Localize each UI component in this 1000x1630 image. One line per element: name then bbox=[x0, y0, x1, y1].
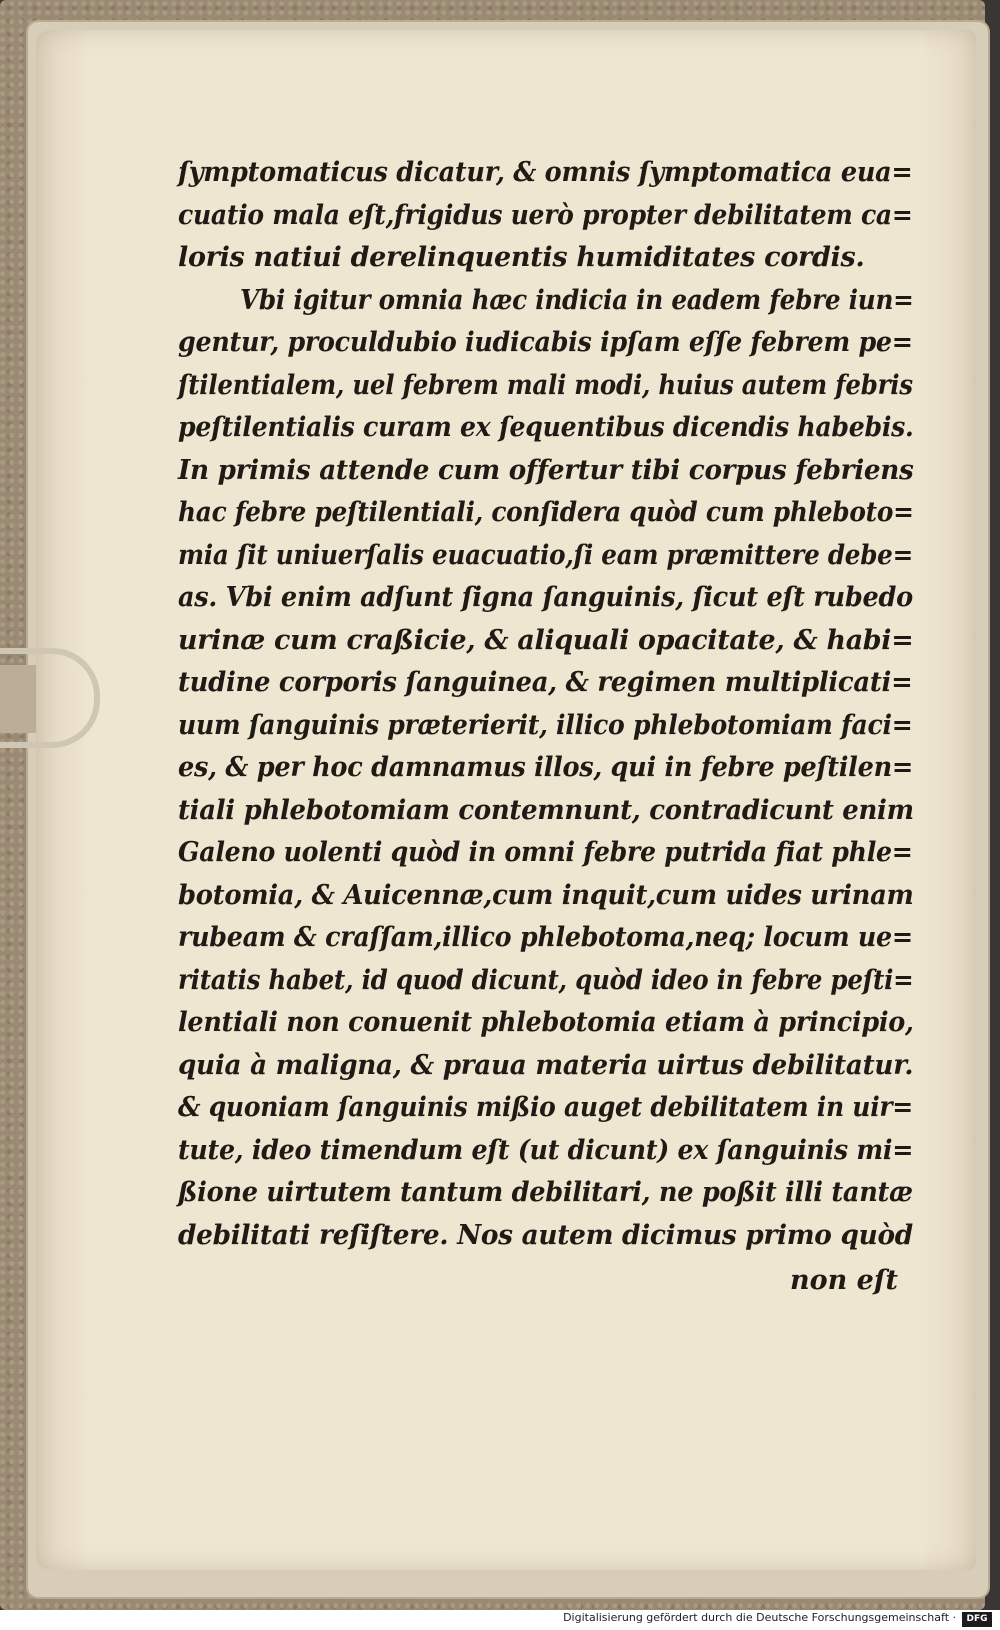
text-line-content: uum ſanguinis præterierit, illico phlebotomiam faci= bbox=[178, 709, 913, 741]
text-line bbox=[178, 492, 913, 535]
text-line-content: lentiali non conuenit phlebotomia etiam à principio, bbox=[178, 1007, 914, 1038]
text-line-content: peſtilentialis curam ex ſequentibus dicendis habebis. bbox=[178, 412, 914, 443]
text-line-content: ritatis habet, id quod dicunt, quòd ideo in febre peſti= bbox=[178, 964, 914, 996]
text-line-content: debilitati reſiſtere. Nos autem dicimus primo quòd bbox=[178, 1219, 913, 1251]
text-line-content: ßione uirtutem tantum debilitari, ne poßit illi tantæ bbox=[178, 1177, 913, 1208]
text-line bbox=[178, 450, 913, 493]
text-line bbox=[178, 705, 913, 748]
text-line-content: rubeam & craſſam,illico phlebotoma,neq; locum ue= bbox=[178, 922, 913, 953]
text-line bbox=[178, 832, 913, 875]
text-line bbox=[178, 407, 913, 450]
text-line bbox=[178, 1215, 913, 1258]
text-line-content: cuatio mala eſt,frigidus uerò propter debilitatem ca= bbox=[178, 199, 913, 231]
text-line-content: quia à maligna, & praua materia uirtus debilitatur. bbox=[178, 1049, 914, 1081]
text-line bbox=[178, 365, 913, 408]
text-line bbox=[178, 237, 913, 280]
dfg-logo-icon: DFG bbox=[962, 1612, 992, 1627]
text-line bbox=[178, 322, 913, 365]
text-line bbox=[178, 195, 913, 238]
text-line bbox=[178, 1045, 913, 1088]
text-line-content: as. Vbi enim adſunt ſigna ſanguinis, ſicut eſt rubedo bbox=[178, 582, 913, 613]
catchword: non eſt bbox=[790, 1265, 898, 1296]
text-line bbox=[178, 620, 913, 663]
footer-credit: Digitalisierung gefördert durch die Deutsche Forschungsgemeinschaft · bbox=[563, 1611, 956, 1624]
clasp-icon bbox=[0, 648, 100, 748]
text-line bbox=[178, 790, 913, 833]
text-line bbox=[178, 875, 913, 918]
text-line-content: tute, ideo timendum eſt (ut dicunt) ex ſanguinis mi= bbox=[178, 1134, 914, 1166]
text-line bbox=[178, 577, 913, 620]
text-line bbox=[178, 662, 913, 705]
text-line-content: ſymptomaticus dicatur, & omnis ſymptomatica eua= bbox=[178, 157, 913, 188]
text-line bbox=[178, 1130, 913, 1173]
text-line bbox=[178, 917, 913, 960]
text-line bbox=[178, 1087, 913, 1130]
page-text bbox=[178, 152, 913, 1257]
text-line bbox=[178, 1172, 913, 1215]
text-line-content: In primis attende cum offertur tibi corpus febriens bbox=[178, 454, 914, 486]
text-line-content: Vbi igitur omnia hæc indicia in eadem febre iun= bbox=[240, 284, 914, 316]
text-line bbox=[178, 280, 913, 323]
text-line bbox=[178, 747, 913, 790]
text-line bbox=[178, 1002, 913, 1045]
text-line-content: ſtilentialem, uel febrem mali modi, huius autem febris bbox=[178, 369, 913, 401]
text-line-content: Galeno uolenti quòd in omni febre putrida fiat phle= bbox=[178, 837, 913, 868]
text-line-content: loris natiui derelinquentis humiditates cordis. bbox=[178, 242, 865, 273]
text-line-content: tudine corporis ſanguinea, & regimen multiplicati= bbox=[178, 667, 913, 698]
text-line-content: tiali phlebotomiam contemnunt, contradicunt enim bbox=[178, 794, 914, 826]
text-line bbox=[178, 152, 913, 195]
text-line-content: gentur, proculdubio iudicabis ipſam eſſe febrem pe= bbox=[178, 327, 913, 358]
text-line bbox=[178, 960, 913, 1003]
text-line-content: urinæ cum craßicie, & aliquali opacitate, & habi= bbox=[178, 624, 914, 656]
text-line bbox=[178, 535, 913, 578]
text-line-content: botomia, & Auicennæ,cum inquit,cum uides urinam bbox=[178, 879, 914, 911]
text-line-content: es, & per hoc damnamus illos, qui in febre peſtilen= bbox=[178, 752, 914, 783]
text-line-content: hac febre peſtilentiali, conſidera quòd cum phleboto= bbox=[178, 497, 914, 528]
text-line-content: mia ſit uniuerſalis euacuatio,ſi eam præmittere debe= bbox=[178, 539, 913, 571]
text-line-content: & quoniam ſanguinis mißio auget debilitatem in uir= bbox=[178, 1092, 913, 1123]
